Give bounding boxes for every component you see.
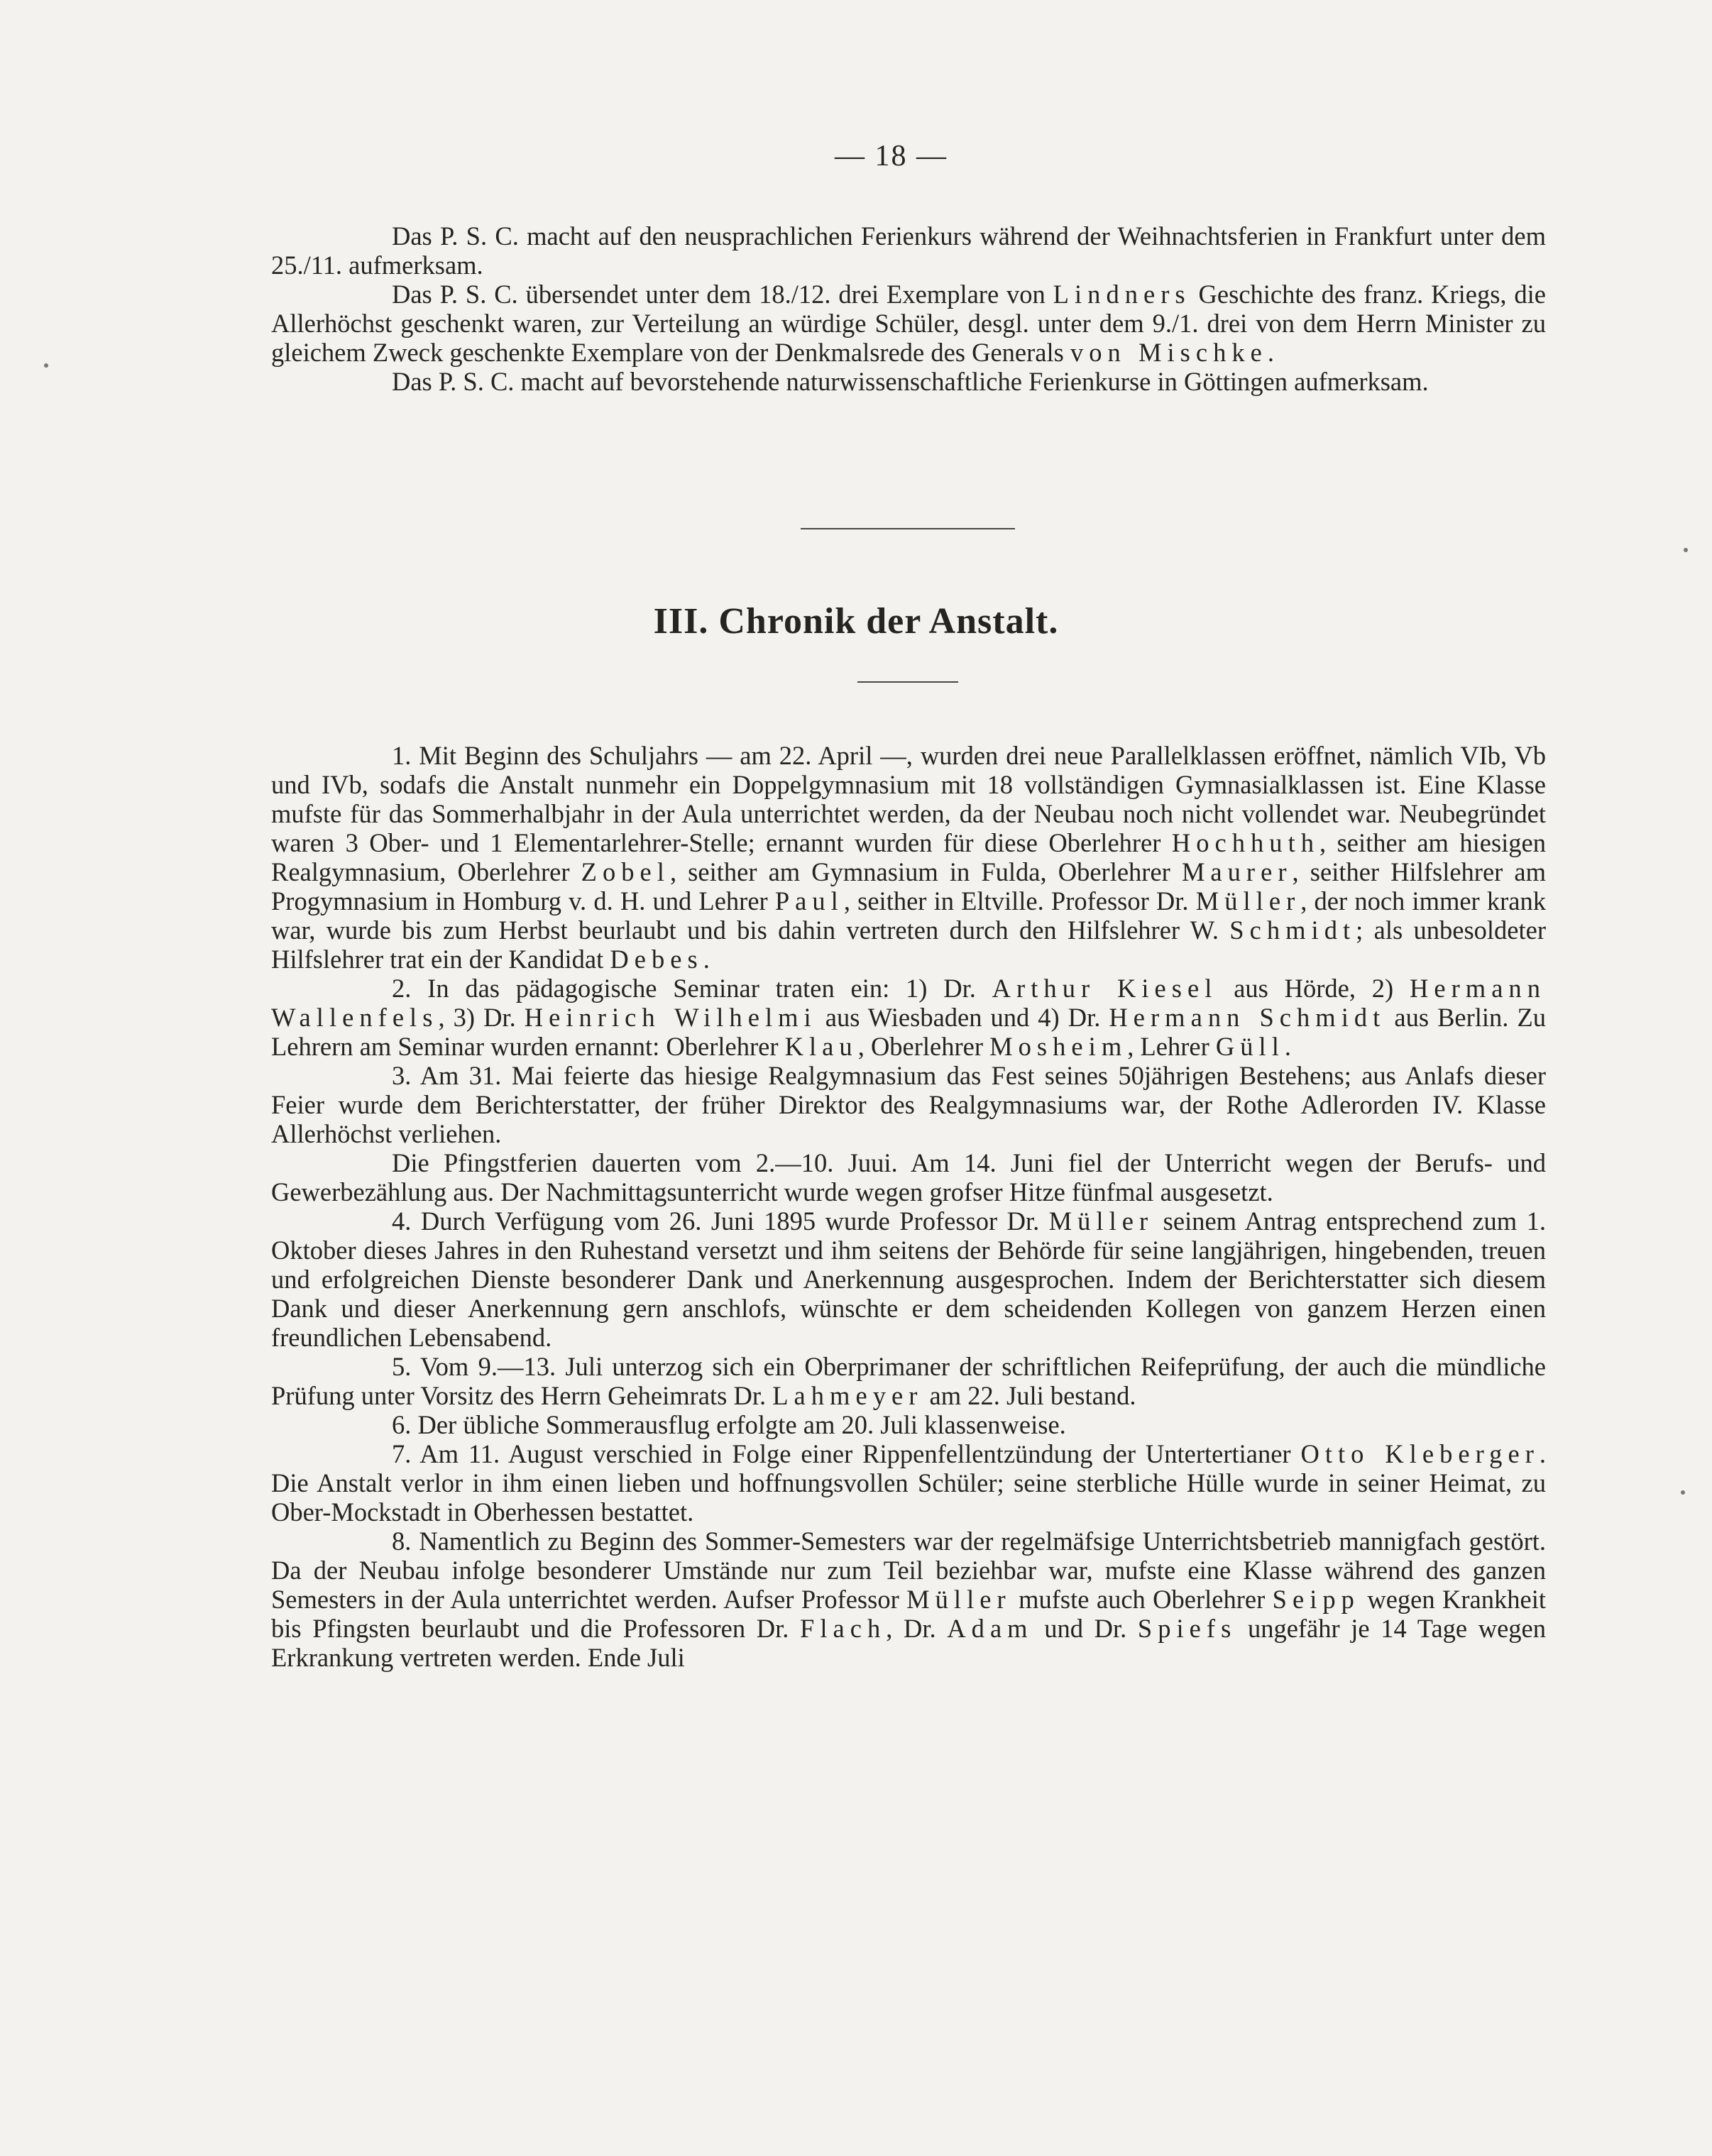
text-run: aus Wiesbaden und 4) Dr.: [816, 1003, 1109, 1032]
chronik-paragraph: [271, 1410, 1546, 1439]
spaced-name: Lahmeyer: [772, 1381, 923, 1410]
scan-speck: [1684, 548, 1688, 552]
text-run: aus Hörde, 2): [1217, 974, 1410, 1003]
spaced-name: Schmidt: [1229, 915, 1356, 945]
text-run: aus Berlin. Zu Lehrern am Seminar wurden ernannt: Oberlehrer: [271, 1003, 1546, 1061]
section-divider: [801, 528, 1015, 529]
heading-underline: [857, 681, 958, 683]
text-run: , seither am Gymnasium in Fulda, Oberlehrer: [669, 857, 1182, 886]
text-run: , Dr.: [886, 1614, 948, 1643]
text-run: .: [1284, 1032, 1292, 1061]
text-run: .: [703, 945, 710, 974]
text-run: , seither Hilfslehrer am Progymnasium in Homburg v. d. H. und Lehrer: [271, 857, 1547, 915]
notice-paragraph: [271, 280, 1546, 367]
text-run: Das P. S. C. macht auf den neusprachlichen Ferienkurs während der Weihnachtsferien in Frankfurt unter dem 25./11. aufmerksam.: [271, 221, 1546, 280]
spaced-name: Flach: [800, 1614, 887, 1643]
spaced-name: Müller: [1195, 886, 1301, 915]
chronik-paragraph: [271, 1206, 1546, 1352]
text-run: Das P. S. C. macht auf bevorstehende naturwissenschaftliche Ferienkurse in Göttingen aufmerksam.: [392, 367, 1429, 396]
notices-block: [271, 221, 1546, 396]
spaced-name: Paul: [774, 886, 844, 915]
text-run: seinem Antrag entsprechend zum 1. Oktober dieses Jahres in den Ruhestand versetzt und ihm seitens der Behörde für seine langjährigen, hingebenden, treuen und erfolgreichen Dienste besonderer Dank und Anerkennung ausgesprochen. Indem der Berichterstatter sich diesem Dank und dieser Anerkennung gern anschlofs, wünschte er dem scheidenden Kollegen von ganzem Herzen einen freundlichen Lebensabend.: [271, 1206, 1546, 1352]
spaced-name: Hochhuth: [1171, 828, 1320, 857]
scan-speck: [1681, 1490, 1685, 1495]
text-run: ungefähr je 14 Tage wegen Erkrankung vertreten werden. Ende Juli: [271, 1614, 1547, 1672]
text-run: 8. Namentlich zu Beginn des Sommer-Semesters war der regelmäfsige Unterrichtsbetrieb mannigfach gestört. Da der Neubau infolge besonderer Umstände nur zum Teil beziehbar war, mufste eine Klasse während des ganzen Semesters in der Aula unterrichtet werden. Aufser Professor: [271, 1527, 1546, 1614]
text-run: 7. Am 11. August verschied in Folge einer Rippenfellentzündung der Untertertianer: [392, 1439, 1301, 1468]
text-run: , Oberlehrer: [857, 1032, 990, 1061]
spaced-name: Müller: [1048, 1206, 1154, 1236]
chronik-paragraph: [271, 1439, 1546, 1527]
text-run: , der noch immer krank war, wurde bis zum Herbst beurlaubt und bis dahin vertreten durch den Hilfslehrer W.: [271, 886, 1546, 945]
chronik-block: [271, 741, 1546, 1672]
spaced-name: Debes: [610, 945, 703, 974]
chronik-paragraph: [271, 1061, 1546, 1148]
text-run: 6. Der übliche Sommerausflug erfolgte am 20. Juli klassenweise.: [392, 1410, 1066, 1439]
spaced-name: Hermann Wallenfels: [271, 974, 1546, 1032]
spaced-name: Mosheim: [989, 1032, 1128, 1061]
text-run: mufste auch Oberlehrer: [1011, 1585, 1273, 1614]
text-run: , seither am hiesigen Realgymnasium, Oberlehrer: [271, 828, 1546, 886]
text-run: 5. Vom 9.—13. Juli unterzog sich ein Oberprimaner der schriftlichen Reifeprüfung, der auch die mündliche Prüfung unter Vorsitz des Herrn Geheimrats Dr.: [271, 1352, 1546, 1410]
text-run: . Die Anstalt verlor in ihm einen lieben und hoffnungsvollen Schüler; seine sterbliche Hülle wurde in seiner Heimat, zu Ober-Mockstadt in Oberhessen bestattet.: [271, 1439, 1546, 1527]
scan-speck: [44, 363, 48, 368]
text-run: 1. Mit Beginn des Schuljahrs — am 22. April —, wurden drei neue Parallelklassen eröffnet, nämlich VIb, Vb und IVb, sodafs die Anstalt nunmehr ein Doppelgymnasium mit 18 vollständigen Gymnasialklassen ist. Eine Klasse mufste für das Sommerhalbjahr in der Aula unterrichtet werden, da der Neubau noch nicht vollendet war. Neubegründet waren 3 Ober- und 1 Elementarlehrer-Stelle; ernannt wurden für diese Oberlehrer: [271, 741, 1546, 857]
text-run: 4. Durch Verfügung vom 26. Juni 1895 wurde Professor Dr.: [392, 1206, 1049, 1236]
spaced-name: Spiefs: [1137, 1614, 1237, 1643]
text-run: ; als unbesoldeter Hilfslehrer trat ein der Kandidat: [271, 915, 1546, 974]
text-run: Geschichte des franz. Kriegs, die Allerhöchst geschenkt waren, zur Verteilung an würdige Schüler, desgl. unter dem 9./1. drei von dem Herrn Minister zu gleichem Zweck geschenkte Exemplare von der Denkmalsrede des Generals: [271, 280, 1546, 367]
spaced-name: Lindners: [1053, 280, 1191, 309]
spaced-name: Hermann Schmidt: [1109, 1003, 1386, 1032]
notice-paragraph: [271, 221, 1546, 280]
spaced-name: Zobel: [581, 857, 670, 886]
text-run: , seither in Eltville. Professor Dr.: [843, 886, 1196, 915]
text-run: , Lehrer: [1127, 1032, 1216, 1061]
spaced-name: Arthur Kiesel: [992, 974, 1218, 1003]
chronik-paragraph: [271, 1527, 1546, 1672]
notice-paragraph: [271, 367, 1546, 396]
text-run: Das P. S. C. übersendet unter dem 18./12. drei Exemplare von: [392, 280, 1053, 309]
text-run: , 3) Dr.: [438, 1003, 525, 1032]
spaced-name: Maurer: [1181, 857, 1293, 886]
spaced-name: Heinrich Wilhelmi: [524, 1003, 817, 1032]
spaced-name: Seipp: [1272, 1585, 1360, 1614]
chronik-paragraph: [271, 1352, 1546, 1410]
section-heading: III. Chronik der Anstalt.: [653, 601, 1059, 642]
text-run: wegen Krankheit bis Pfingsten beurlaubt und die Professoren Dr.: [271, 1585, 1546, 1643]
text-run: 2. In das pädagogische Seminar traten ein: 1) Dr.: [392, 974, 992, 1003]
spaced-name: Müller: [906, 1585, 1011, 1614]
chronik-paragraph: [271, 741, 1546, 974]
chronik-paragraph: [271, 974, 1546, 1061]
spaced-name: von Mischke: [1070, 338, 1268, 367]
text-run: 3. Am 31. Mai feierte das hiesige Realgymnasium das Fest seines 50jährigen Bestehens; aus Anlafs dieser Feier wurde dem Berichterstatter, der früher Direktor des Realgymnasiums war, der Rothe Adlerorden IV. Klasse Allerhöchst verliehen.: [271, 1061, 1546, 1148]
text-run: Die Pfingstferien dauerten vom 2.—10. Juui. Am 14. Juni fiel der Unterricht wegen der Berufs- und Gewerbezählung aus. Der Nachmittagsunterricht wurde wegen grofser Hitze fünfmal ausgesetzt.: [271, 1148, 1546, 1206]
chronik-paragraph: [271, 1148, 1546, 1206]
text-run: am 22. Juli bestand.: [923, 1381, 1136, 1410]
page-number: — 18 —: [835, 140, 948, 172]
spaced-name: Klau: [784, 1032, 858, 1061]
spaced-name: Otto Kleberger: [1300, 1439, 1540, 1468]
spaced-name: Güll: [1215, 1032, 1285, 1061]
text-run: und Dr.: [1033, 1614, 1138, 1643]
spaced-name: Adam: [947, 1614, 1033, 1643]
text-run: .: [1267, 338, 1274, 367]
